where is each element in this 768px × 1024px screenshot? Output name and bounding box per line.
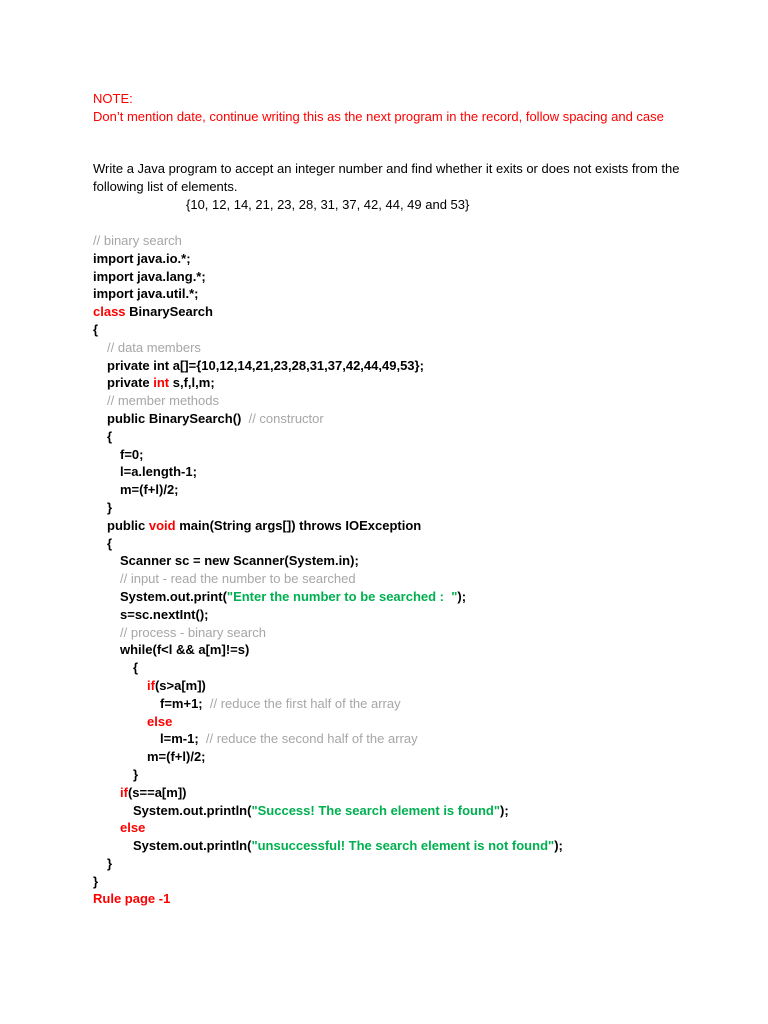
code-line: [93, 784, 713, 802]
code-line: [93, 250, 713, 268]
page-footer: [93, 890, 713, 908]
code-text: f=0;: [120, 446, 144, 462]
code-text: {: [107, 535, 113, 551]
code-text: m=(f+l)/2;: [147, 749, 206, 765]
code-line: [93, 873, 713, 891]
code-text: public: [107, 517, 149, 533]
code-kw: else: [147, 713, 173, 729]
code-line: [93, 374, 713, 392]
code-line: [93, 713, 713, 731]
code-kw: int: [153, 375, 170, 391]
code-line: [93, 552, 713, 570]
question-text: Write a Java program to accept an integer number and find whether it exits or does not exists from the following list of elements.: [93, 161, 680, 194]
code-line: [93, 410, 713, 428]
code-line: [93, 606, 713, 624]
code-text: {: [93, 321, 99, 337]
code-kw: class: [93, 304, 126, 320]
code-text: }: [107, 499, 113, 515]
code-line: [93, 855, 713, 873]
note-text: Don’t mention date, continue writing this as the next program in the record, follow spacing and case: [93, 109, 664, 124]
code-line: [93, 641, 713, 659]
code-line: [93, 321, 713, 339]
code-comment: // data members: [107, 339, 201, 355]
code-line: [93, 499, 713, 517]
code-comment: // constructor: [248, 410, 324, 426]
code-kw: void: [148, 517, 176, 533]
code-text: }: [107, 855, 113, 871]
code-line: [93, 677, 713, 695]
code-line: [93, 588, 713, 606]
code-text: while(f<l && a[m]!=s): [120, 642, 250, 658]
code-text: f=m+1;: [160, 695, 210, 711]
code-line: [93, 766, 713, 784]
code-line: [93, 659, 713, 677]
code-text: (s>a[m]): [154, 677, 206, 693]
code-line: [93, 268, 713, 286]
code-text: public BinarySearch(): [107, 410, 249, 426]
code-text: System.out.println(: [133, 838, 252, 854]
code-comment: // reduce the second half of the array: [205, 731, 418, 747]
code-text: Scanner sc = new Scanner(System.in);: [120, 553, 359, 569]
code-line: [93, 535, 713, 553]
code-line: [93, 695, 713, 713]
code-line: [93, 428, 713, 446]
code-line: [93, 446, 713, 464]
code-str: "unsuccessful! The search element is not found": [251, 838, 555, 854]
code-comment: // process - binary search: [120, 624, 266, 640]
code-text: import java.util.*;: [93, 286, 199, 302]
code-kw: else: [120, 820, 146, 836]
question-block: [93, 160, 693, 214]
code-text: {: [107, 428, 113, 444]
code-line: [93, 570, 713, 588]
code-line: [93, 624, 713, 642]
code-text: );: [457, 588, 467, 604]
code-line: [93, 463, 713, 481]
code-line: [93, 357, 713, 375]
code-line: [93, 517, 713, 535]
code-line: [93, 392, 713, 410]
code-comment: // member methods: [107, 393, 219, 409]
code-text: }: [93, 873, 99, 889]
code-text: private: [107, 375, 154, 391]
code-text: );: [554, 838, 563, 854]
code-text: System.out.print(: [120, 588, 227, 604]
code-line: [93, 232, 713, 250]
code-line: [93, 748, 713, 766]
code-line: [93, 339, 713, 357]
code-text: import java.lang.*;: [93, 268, 206, 284]
code-text: BinarySearch: [125, 304, 213, 320]
code-comment: // input - read the number to be searched: [120, 571, 356, 587]
code-text: private int a[]={10,12,14,21,23,28,31,37,42,44,49,53};: [107, 357, 424, 373]
code-comment: // reduce the first half of the array: [209, 695, 401, 711]
code-line: [93, 802, 713, 820]
code-text: );: [500, 802, 509, 818]
code-line: [93, 481, 713, 499]
code-line: [93, 837, 713, 855]
code-line: [93, 285, 713, 303]
code-text: }: [133, 766, 139, 782]
code-footer: Rule page -1: [93, 891, 171, 907]
code-text: l=a.length-1;: [120, 464, 197, 480]
code-listing: [93, 232, 713, 908]
code-kw: if: [147, 677, 155, 693]
note-block: [93, 90, 693, 126]
code-text: {: [133, 660, 139, 676]
code-text: import java.io.*;: [93, 250, 191, 266]
code-str: "Success! The search element is found": [251, 802, 501, 818]
code-text: s=sc.nextInt();: [120, 606, 209, 622]
element-list: {10, 12, 14, 21, 23, 28, 31, 37, 42, 44, 49 and 53}: [186, 197, 470, 212]
code-kw: if: [120, 784, 128, 800]
code-text: s,f,l,m;: [169, 375, 215, 391]
code-text: l=m-1;: [160, 731, 206, 747]
code-comment: // binary search: [93, 233, 182, 248]
code-text: main(String args[]) throws IOException: [175, 517, 422, 533]
note-heading: NOTE:: [93, 91, 133, 106]
code-text: System.out.println(: [133, 802, 252, 818]
code-line: [93, 730, 713, 748]
code-str: "Enter the number to be searched : ": [226, 588, 458, 604]
code-line: [93, 819, 713, 837]
code-text: (s==a[m]): [127, 784, 187, 800]
code-line: [93, 303, 713, 321]
code-text: m=(f+l)/2;: [120, 482, 179, 498]
